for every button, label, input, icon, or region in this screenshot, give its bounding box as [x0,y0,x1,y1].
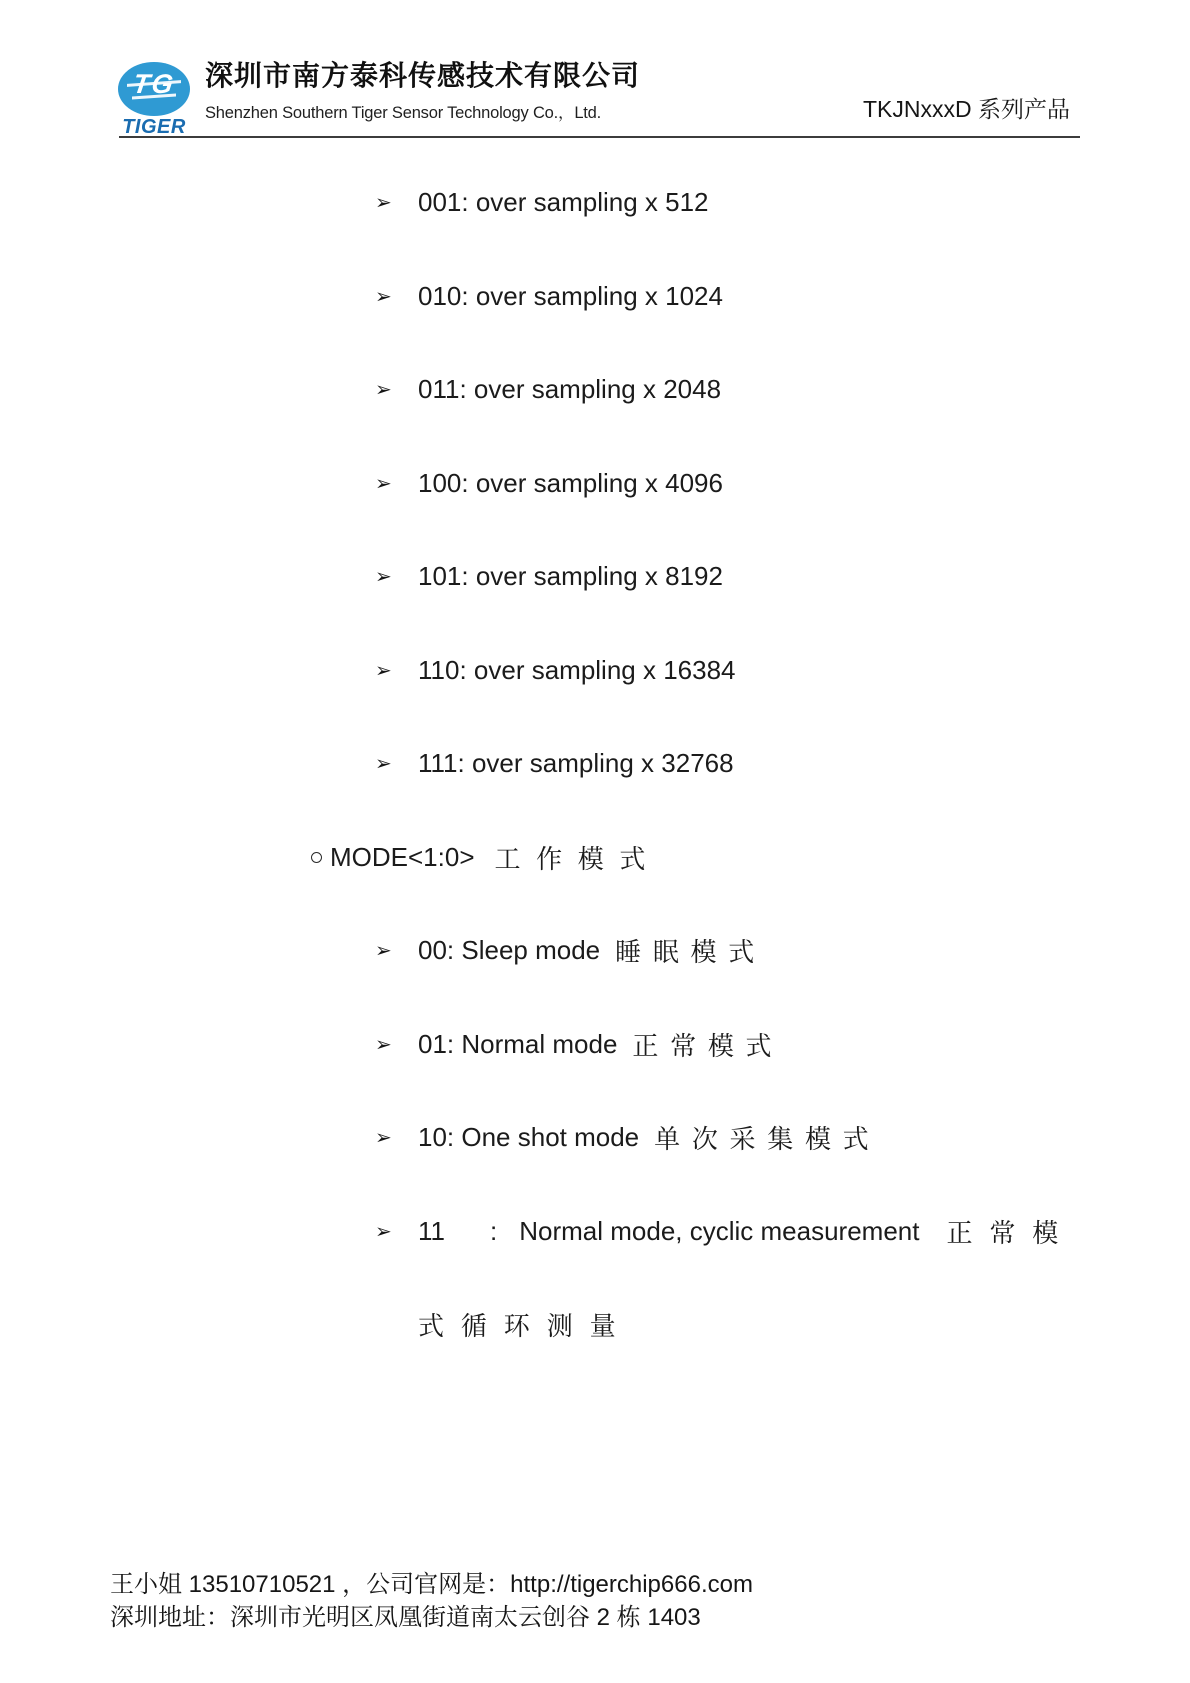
list-item-continuation [0,1278,1190,1372]
list-item [0,343,1190,437]
product-series-title: TKJNxxxD 系列产品 [863,96,1070,122]
arrow-bullet-icon: ➢ [375,379,392,402]
company-name-en: Shenzhen Southern Tiger Sensor Technology Co.，Ltd. [205,104,602,122]
arrow-bullet-icon: ➢ [375,1033,392,1056]
list-item [0,998,1190,1092]
arrow-bullet-icon: ➢ [375,659,392,682]
mode-item-code: 11 [418,1215,445,1246]
arrow-bullet-icon: ➢ [375,472,392,495]
mode-heading-zh: 工作模式 [494,843,661,874]
company-name-zh: 深圳市南方泰科传感技术有限公司 [205,60,641,91]
arrow-bullet-icon: ➢ [375,1220,392,1243]
list-item [0,904,1190,998]
list-item-text: 111: over sampling x 32768 [418,748,734,779]
tiger-logo-icon [118,62,190,116]
mode-item-label: 10: One shot mode [418,1122,640,1153]
list-item-text: 110: over sampling x 16384 [418,654,736,685]
list-item [0,1185,1190,1279]
arrow-bullet-icon: ➢ [375,1127,392,1150]
body-content [0,156,1190,1372]
list-item-text: 101: over sampling x 8192 [418,561,723,592]
address-line: 深圳地址：深圳市光明区凤凰街道南太云创谷 2 栋 1403 [110,1603,701,1631]
logo-brand-text: TIGER [122,116,186,138]
list-item [0,156,1190,250]
list-item-text: 100: over sampling x 4096 [418,467,723,498]
arrow-bullet-icon: ➢ [375,753,392,776]
mode-item-zh-wrap: 式循环测量 [418,1311,633,1342]
list-item [0,624,1190,718]
arrow-bullet-icon: ➢ [375,192,392,215]
mode-item-label: 00: Sleep mode [418,935,601,966]
footer [110,1569,753,1634]
mode-item-label: 01: Normal mode [418,1028,618,1059]
list-item [0,717,1190,811]
arrow-bullet-icon: ➢ [375,285,392,308]
contact-line: 王小姐 13510710521 ，公司官网是：http://tigerchip666.com [110,1571,753,1598]
list-item [0,250,1190,344]
list-item [0,437,1190,531]
list-item-text: 011: over sampling x 2048 [418,374,722,405]
mode-item-colon: : [490,1215,498,1246]
mode-heading [0,811,1190,905]
list-item-text: 010: over sampling x 1024 [418,280,723,311]
header-divider [119,136,1080,138]
circle-bullet-icon [311,852,322,863]
mode-item-zh: 睡眠模式 [615,937,766,968]
arrow-bullet-icon: ➢ [375,940,392,963]
arrow-bullet-icon: ➢ [375,566,392,589]
mode-item-zh: 正常模式 [632,1030,784,1061]
logo-initials: TG [131,69,177,99]
mode-item-zh: 单次采集模式 [654,1124,881,1155]
list-item [0,1091,1190,1185]
mode-heading-en: MODE<1:0> [330,841,475,872]
list-item-text: 001: over sampling x 512 [418,187,709,218]
list-item [0,530,1190,624]
mode-item-zh: 正常模 [946,1217,1076,1248]
mode-item-label: Normal mode, cyclic measurement [519,1215,920,1246]
